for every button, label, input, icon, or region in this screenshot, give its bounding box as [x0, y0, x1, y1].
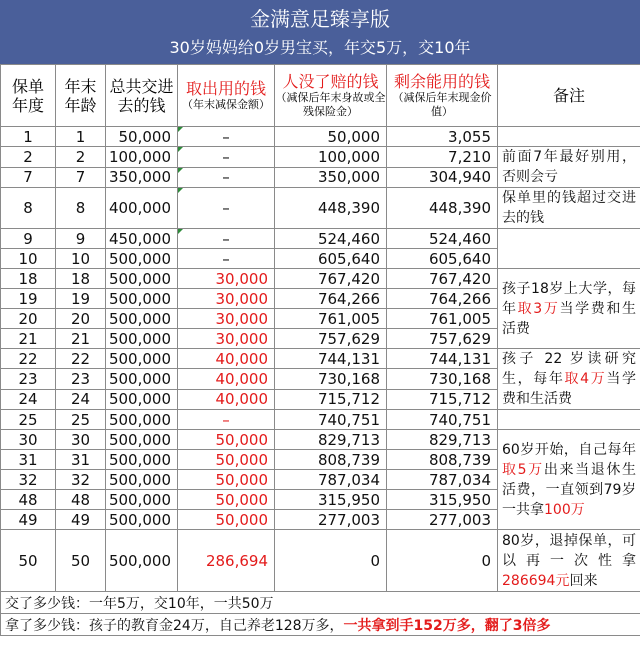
cell-age: 9: [56, 229, 106, 249]
cell-cash: 740,751: [387, 410, 498, 430]
cell-death: 100,000: [275, 147, 387, 168]
cell-year: 31: [1, 450, 56, 470]
cell-withdraw: –: [178, 127, 275, 147]
header-total-paid: 总共交进 去的钱: [106, 65, 178, 127]
header-cash-value: 剩余能用的钱 （减保后年末现金价值）: [387, 65, 498, 127]
cell-withdraw: –: [178, 188, 275, 229]
cell-paid: 500,000: [106, 369, 178, 389]
cell-year: 8: [1, 188, 56, 229]
cell-age: 23: [56, 369, 106, 389]
cell-paid: 500,000: [106, 430, 178, 450]
footer-paid: 交了多少钱：一年5万，交10年，一共50万: [1, 592, 640, 614]
table-row: [1, 530, 640, 592]
footer-received: 拿了多少钱：孩子的教育金24万，自己养老128万多，一共拿到手152万多，翻了3倍多: [1, 614, 640, 636]
cell-paid: 500,000: [106, 309, 178, 329]
cell-age: 49: [56, 510, 106, 530]
cell-age: 8: [56, 188, 106, 229]
cell-withdraw: 50,000: [178, 490, 275, 510]
cell-cash: 524,460: [387, 229, 498, 249]
cell-death: 277,003: [275, 510, 387, 530]
cell-age: 10: [56, 249, 106, 269]
cell-paid: 100,000: [106, 147, 178, 168]
cell-death: 808,739: [275, 450, 387, 470]
cell-year: 24: [1, 389, 56, 409]
cell-age: 31: [56, 450, 106, 470]
cell-note-empty: [498, 410, 640, 430]
page-subtitle: 30岁妈妈给0岁男宝买，年交5万，交10年: [169, 38, 471, 57]
footer-paid-row: [1, 592, 640, 614]
cell-paid: 500,000: [106, 530, 178, 592]
cell-death: 0: [275, 530, 387, 592]
cell-death: 764,266: [275, 289, 387, 309]
cell-paid: 50,000: [106, 127, 178, 147]
header-row: [1, 65, 640, 127]
cell-year: 48: [1, 490, 56, 510]
header-notes: 备注: [498, 65, 640, 127]
footer-received-row: [1, 614, 640, 636]
cell-paid: 500,000: [106, 410, 178, 430]
cell-age: 19: [56, 289, 106, 309]
cell-death: 524,460: [275, 229, 387, 249]
cell-year: 21: [1, 329, 56, 349]
cell-withdraw: 50,000: [178, 470, 275, 490]
header-death-benefit: 人没了赔的钱 （减保后年末身故或全残保险金）: [275, 65, 387, 127]
cell-death: 740,751: [275, 410, 387, 430]
cell-withdraw: –: [178, 147, 275, 168]
cell-paid: 500,000: [106, 249, 178, 269]
cell-age: 22: [56, 349, 106, 369]
cell-cash: 304,940: [387, 167, 498, 188]
cell-withdraw: 30,000: [178, 309, 275, 329]
cell-withdraw: 40,000: [178, 349, 275, 369]
table-row: [1, 147, 640, 168]
cell-cash: 7,210: [387, 147, 498, 168]
cell-age: 2: [56, 147, 106, 168]
cell-age: 30: [56, 430, 106, 450]
cell-year: 9: [1, 229, 56, 249]
cell-death: 605,640: [275, 249, 387, 269]
cell-year: 2: [1, 147, 56, 168]
table-row: [1, 269, 640, 289]
cell-withdraw: –: [178, 229, 275, 249]
cell-withdraw: 40,000: [178, 389, 275, 409]
table-row: [1, 188, 640, 229]
cell-age: 25: [56, 410, 106, 430]
cell-withdraw: 50,000: [178, 510, 275, 530]
cell-cash: 761,005: [387, 309, 498, 329]
cell-age: 48: [56, 490, 106, 510]
cell-paid: 500,000: [106, 470, 178, 490]
cell-death: 448,390: [275, 188, 387, 229]
cell-cash: 277,003: [387, 510, 498, 530]
note-grad-school: 孩子 22 岁读研究生，每年取4万当学费和生活费: [498, 349, 640, 410]
benefit-table: [0, 64, 640, 636]
table-row: [1, 410, 640, 430]
cell-cash: 744,131: [387, 349, 498, 369]
cell-year: 22: [1, 349, 56, 369]
cell-death: 744,131: [275, 349, 387, 369]
note-college: 孩子18岁上大学，每年取3万当学费和生活费: [498, 269, 640, 349]
cell-paid: 500,000: [106, 490, 178, 510]
cell-withdraw: –: [178, 410, 275, 430]
cell-note-empty: [498, 127, 640, 147]
cell-death: 767,420: [275, 269, 387, 289]
table-row: [1, 229, 640, 249]
cell-death: 787,034: [275, 470, 387, 490]
cell-age: 32: [56, 470, 106, 490]
cell-death: 757,629: [275, 329, 387, 349]
cell-paid: 500,000: [106, 510, 178, 530]
cell-death: 50,000: [275, 127, 387, 147]
cell-year: 10: [1, 249, 56, 269]
cell-age: 20: [56, 309, 106, 329]
cell-year: 18: [1, 269, 56, 289]
cell-withdraw: 30,000: [178, 329, 275, 349]
cell-paid: 500,000: [106, 349, 178, 369]
cell-death: 730,168: [275, 369, 387, 389]
cell-year: 32: [1, 470, 56, 490]
table-row: [1, 430, 640, 450]
cell-year: 1: [1, 127, 56, 147]
header-policy-year: 保单 年度: [1, 65, 56, 127]
note-exceeds-paid: 保单里的钱超过交进去的钱: [498, 188, 640, 229]
page-title: 金满意足臻享版: [250, 7, 390, 31]
cell-death: 350,000: [275, 167, 387, 188]
cell-cash: 787,034: [387, 470, 498, 490]
cell-age: 50: [56, 530, 106, 592]
cell-death: 761,005: [275, 309, 387, 329]
cell-cash: 315,950: [387, 490, 498, 510]
cell-year: 20: [1, 309, 56, 329]
cell-note-empty: [498, 229, 640, 269]
cell-cash: 448,390: [387, 188, 498, 229]
cell-year: 19: [1, 289, 56, 309]
cell-cash: 764,266: [387, 289, 498, 309]
cell-paid: 350,000: [106, 167, 178, 188]
cell-cash: 3,055: [387, 127, 498, 147]
cell-paid: 500,000: [106, 289, 178, 309]
note-retirement: 60岁开始，自己每年取5万出来当退休生活费，一直领到79岁一共拿100万: [498, 430, 640, 530]
header-age: 年末 年龄: [56, 65, 106, 127]
cell-cash: 0: [387, 530, 498, 592]
cell-paid: 400,000: [106, 188, 178, 229]
cell-withdraw: 50,000: [178, 450, 275, 470]
cell-withdraw: 30,000: [178, 289, 275, 309]
cell-withdraw: 30,000: [178, 269, 275, 289]
header-withdraw: 取出用的钱 （年末减保金额）: [178, 65, 275, 127]
note-early-years: 前面7年最好别用，否则会亏: [498, 147, 640, 188]
table-row: [1, 127, 640, 147]
cell-paid: 500,000: [106, 269, 178, 289]
cell-cash: 730,168: [387, 369, 498, 389]
cell-withdraw: 286,694: [178, 530, 275, 592]
cell-year: 23: [1, 369, 56, 389]
cell-withdraw: –: [178, 249, 275, 269]
cell-age: 18: [56, 269, 106, 289]
cell-paid: 500,000: [106, 389, 178, 409]
cell-year: 30: [1, 430, 56, 450]
cell-cash: 829,713: [387, 430, 498, 450]
cell-death: 315,950: [275, 490, 387, 510]
cell-withdraw: 50,000: [178, 430, 275, 450]
cell-age: 21: [56, 329, 106, 349]
cell-cash: 808,739: [387, 450, 498, 470]
cell-cash: 767,420: [387, 269, 498, 289]
cell-withdraw: 40,000: [178, 369, 275, 389]
cell-age: 24: [56, 389, 106, 409]
cell-year: 50: [1, 530, 56, 592]
table-row: [1, 349, 640, 369]
cell-year: 7: [1, 167, 56, 188]
cell-year: 49: [1, 510, 56, 530]
cell-cash: 605,640: [387, 249, 498, 269]
cell-death: 829,713: [275, 430, 387, 450]
cell-paid: 500,000: [106, 329, 178, 349]
cell-age: 7: [56, 167, 106, 188]
note-surrender: 80岁，退掉保单，可以再一次性拿286694元回来: [498, 530, 640, 592]
cell-year: 25: [1, 410, 56, 430]
cell-death: 715,712: [275, 389, 387, 409]
cell-age: 1: [56, 127, 106, 147]
cell-cash: 715,712: [387, 389, 498, 409]
cell-paid: 500,000: [106, 450, 178, 470]
cell-cash: 757,629: [387, 329, 498, 349]
cell-paid: 450,000: [106, 229, 178, 249]
title-bar: [0, 0, 640, 64]
cell-withdraw: –: [178, 167, 275, 188]
